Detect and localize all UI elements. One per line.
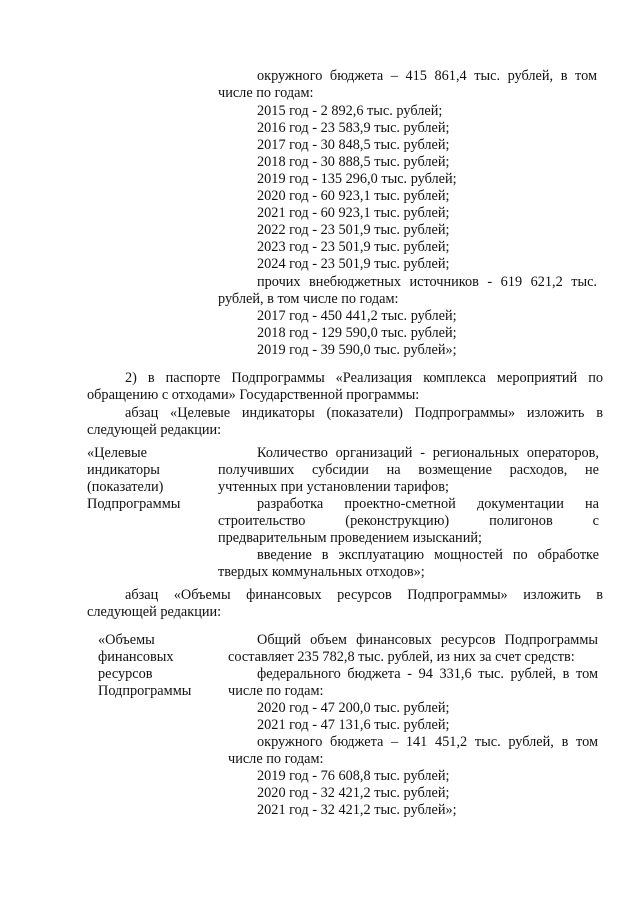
year-line: 2019 год - 135 296,0 тыс. рублей; — [257, 171, 457, 187]
table-text-line: получивших субсидии на возмещение расходов, не — [218, 462, 599, 478]
federal-budget-line: федерального бюджета - 94 331,6 тыс. рублей, в том — [257, 666, 598, 682]
okrug-budget-line-cont: числе по годам: — [218, 85, 314, 101]
paragraph-line: абзац «Целевые индикаторы (показатели) Подпрограммы» изложить в — [125, 405, 603, 421]
year-line: 2024 год - 23 501,9 тыс. рублей; — [257, 256, 450, 272]
table-text-line: учтенных при установлении тарифов; — [218, 479, 449, 495]
paragraph-line: абзац «Объемы финансовых ресурсов Подпрограммы» изложить в — [125, 587, 603, 603]
year-line: 2019 год - 39 590,0 тыс. рублей»; — [257, 342, 457, 358]
federal-budget-line-cont: числе по годам: — [228, 683, 324, 699]
year-line: 2018 год - 30 888,5 тыс. рублей; — [257, 154, 450, 170]
table-label: «Целевые — [87, 445, 148, 461]
paragraph-line: следующей редакции: — [87, 604, 222, 620]
table-label: «Объемы — [98, 632, 155, 648]
table-text-line: строительство (реконструкцию) полигонов с — [218, 513, 599, 529]
year-line: 2021 год - 32 421,2 тыс. рублей»; — [257, 802, 457, 818]
year-line: 2020 год - 32 421,2 тыс. рублей; — [257, 785, 450, 801]
table-text-line: введение в эксплуатацию мощностей по обработке — [257, 547, 599, 563]
table-label: (показатели) — [87, 479, 164, 495]
table-label: Подпрограммы — [87, 496, 181, 512]
year-line: 2017 год - 30 848,5 тыс. рублей; — [257, 137, 450, 153]
other-sources-line-cont: рублей, в том числе по годам: — [218, 291, 399, 307]
table-label: Подпрограммы — [98, 683, 192, 699]
year-line: 2020 год - 47 200,0 тыс. рублей; — [257, 700, 450, 716]
table-label: индикаторы — [87, 462, 160, 478]
year-line: 2021 год - 60 923,1 тыс. рублей; — [257, 205, 450, 221]
other-sources-line: прочих внебюджетных источников - 619 621,2 тыс. — [257, 274, 597, 290]
year-line: 2023 год - 23 501,9 тыс. рублей; — [257, 239, 450, 255]
table-label: ресурсов — [98, 666, 153, 682]
okrug-budget-line-cont: числе по годам: — [228, 751, 324, 767]
total-volume-line-cont: составляет 235 782,8 тыс. рублей, из них за счет средств: — [228, 649, 575, 665]
okrug-budget-line: окружного бюджета – 415 861,4 тыс. рублей, в том — [257, 68, 597, 84]
table-text-line: предварительным проведением изысканий; — [218, 530, 482, 546]
year-line: 2017 год - 450 441,2 тыс. рублей; — [257, 308, 457, 324]
table-text-line: твердых коммунальных отходов»; — [218, 564, 425, 580]
year-line: 2015 год - 2 892,6 тыс. рублей; — [257, 103, 443, 119]
paragraph-line: следующей редакции: — [87, 422, 222, 438]
year-line: 2018 год - 129 590,0 тыс. рублей; — [257, 325, 457, 341]
year-line: 2021 год - 47 131,6 тыс. рублей; — [257, 717, 450, 733]
table-text-line: разработка проектно-сметной документации на — [257, 496, 599, 512]
paragraph-line: обращению с отходами» Государственной программы: — [87, 387, 420, 403]
okrug-budget-line: окружного бюджета – 141 451,2 тыс. рублей, в том — [257, 734, 598, 750]
year-line: 2019 год - 76 608,8 тыс. рублей; — [257, 768, 450, 784]
table-text-line: Количество организаций - региональных операторов, — [257, 445, 599, 461]
year-line: 2022 год - 23 501,9 тыс. рублей; — [257, 222, 450, 238]
year-line: 2020 год - 60 923,1 тыс. рублей; — [257, 188, 450, 204]
year-line: 2016 год - 23 583,9 тыс. рублей; — [257, 120, 450, 136]
total-volume-line: Общий объем финансовых ресурсов Подпрограммы — [257, 632, 598, 648]
paragraph-line: 2) в паспорте Подпрограммы «Реализация комплекса мероприятий по — [125, 370, 603, 386]
table-label: финансовых — [98, 649, 174, 665]
